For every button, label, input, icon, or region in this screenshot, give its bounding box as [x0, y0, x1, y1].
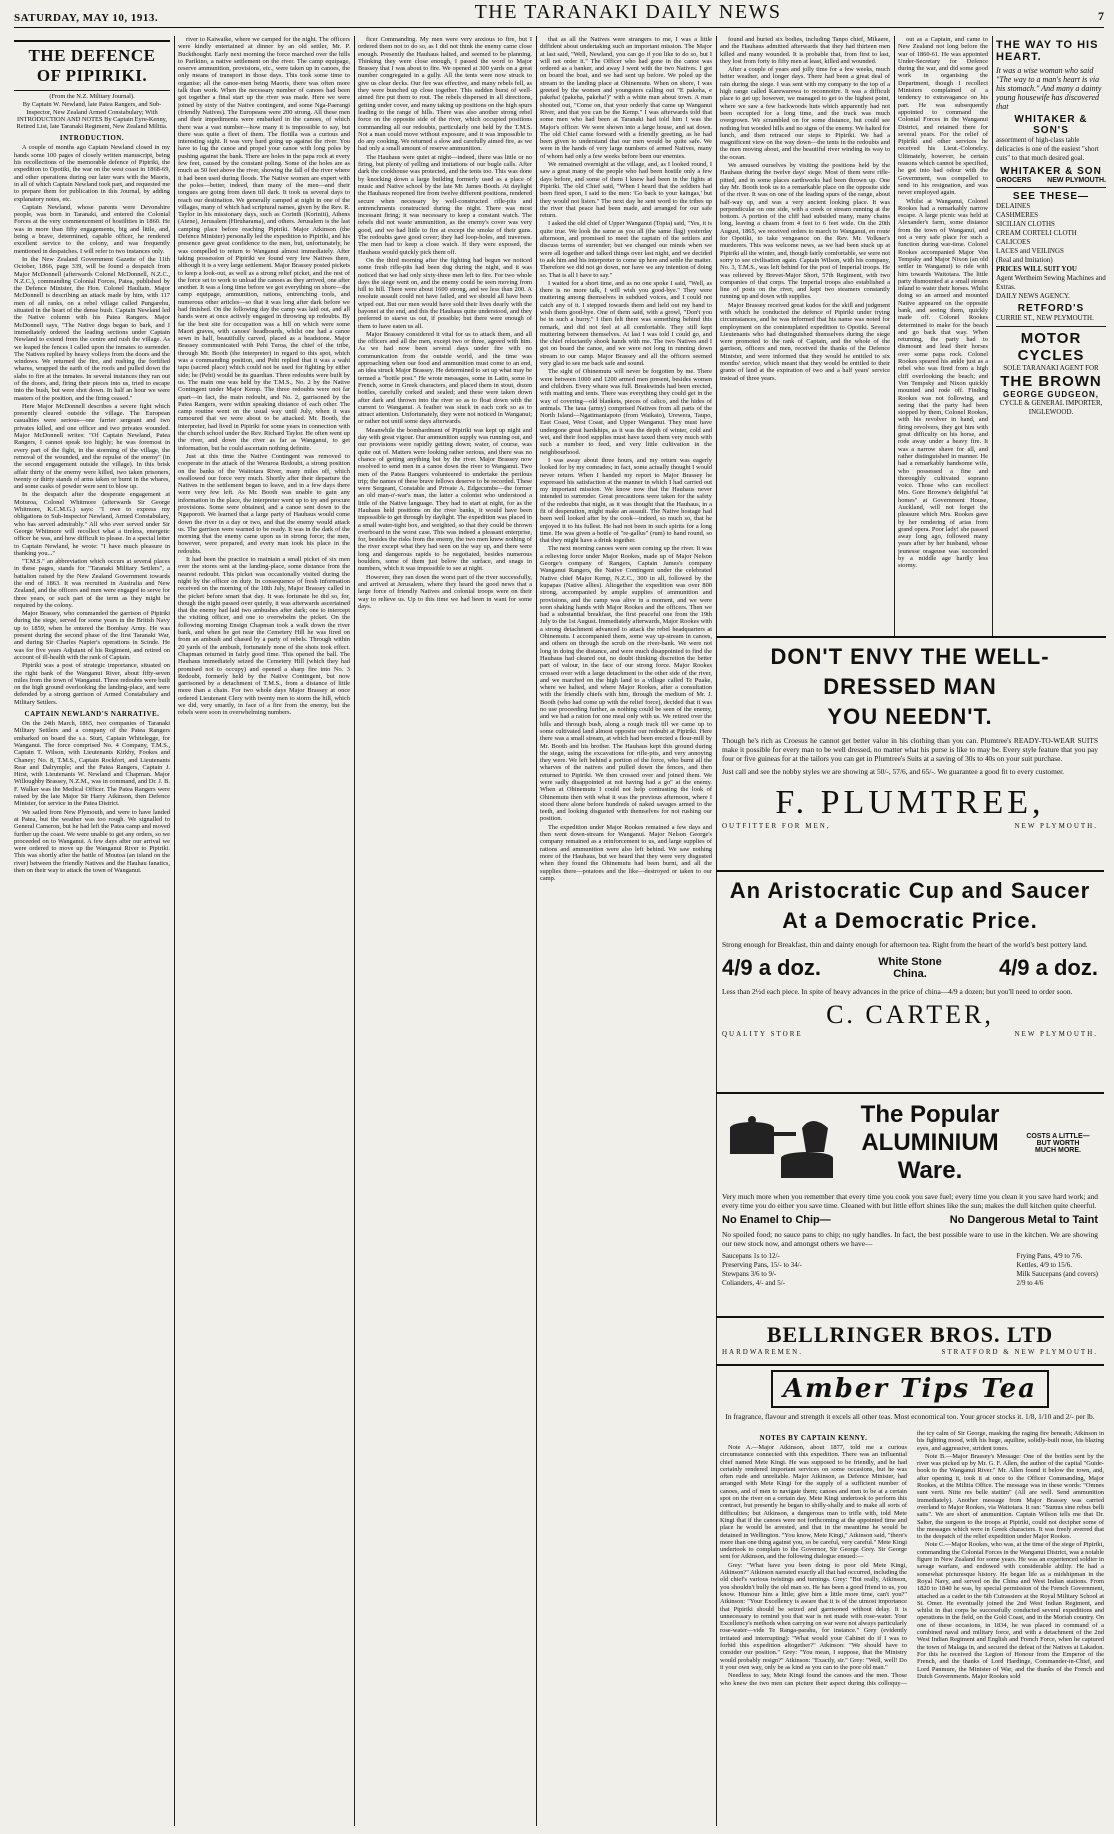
- paragraph: "T.M.S." an abbreviation which occurs at several places in these pages, stands for "Taranaki Military Settlers", a battalion raised by the New Zealand Government towards the end of 1863. It was recruited in Australia and New Zealand, and the officers and men were engaged to serve for three years, or such part of the term as they might be required by the colony.: [14, 558, 170, 609]
- price-item: Frying Pans, 4/9 to 7/6.: [1016, 1252, 1083, 1260]
- price-list-left: [722, 1252, 802, 1288]
- price-row: [722, 955, 1098, 981]
- ad-item: CASHMERES: [996, 211, 1039, 219]
- ad-item: LACES and VEILINGS: [996, 247, 1064, 255]
- ad-item: Agent Wertheim Sewing Machines and Extras.: [996, 274, 1106, 291]
- intro-heading: INTRODUCTION.: [59, 134, 125, 143]
- ad-brand: WHITAKER & SON'S: [1014, 114, 1088, 136]
- paragraph: The next morning canoes were seen coming up the river. It was a relieving force under Major Rookes, made up of Major Nelson George's company of Rangers, Captain James's company Wanganui Rangers, the Native Contingent under the celebrated Native chief Major Kemp, N.Z.C., 300 in all, followed by the kupapas (Native allies). Altogether the expedition was over 800 strong, accompanied by ample supplies of ammunition and provisions, and the camp was alive in a moment, and we were soon shaking hands with Major Rookes and the officers. Then we had a substantial breakfast, the first peaceful one from the 19th July to the 1st August. Immediately afterwards, Major Rookes with a strong detachment advanced to attack the rebel headquarters at Ohinemutu. I accompanied them, some way up-stream in canoes, and others on through the scrub on the river-bank. We were not long in doing the distance, and were much disappointed to find the Hauhaus had cleared out, no doubt thinking discretion the better part of valour, in the face of our strong force. Major Rookes crossed over with a large detachment to the other side of the river, and we marched on the high land to a village called Te Puake, where we halted, and where Major Rookes, after a consultation with the friendly chiefs with him, through the medium of Mr. J. Booth (who had come up with the relief force), decided that it was no use proceeding further, as nothing could be seen of the enemy, and we had a ration for one meal only with us. We retired over the hills and through bush, along a rough track till we came up to some cultivated land almost opposite our redoubt at Pipiriki. Here there was a small stream, at which had been erected a flour-mill by Mr. Booth and his brother. The Hauhaus kept this ground during the siege, using the excavations for rifle-pits, and very annoying they were. We left behind a portion of the force, who burnt all the wharves of the natives and pulled down the fences, and then returned to Pipiriki. We then crossed over and joined them. We were sadly disappointed at not having had a go" at the enemy. When at Ohinemutu I could not help contrasting the look of Ohinemutu then with what it was the previous afternoon, where I stood there alone before hundreds of naked savages armed to the teeth, and looking disgusted with themselves for not rushing our position.: [540, 545, 712, 823]
- china-label-line: China.: [893, 968, 927, 980]
- paragraph: I asked the old chief of Upper Wanganui (Topia) said, "Yes, it is quite true. We look the same as you all (the same flag) yesterday afternoon, and promised to meet the captain of the settlers and discuss terms of surrender; but we changed our minds when we were all together and talked things over last night, and we decided to ask him and his interpreter to come up here and settle the matter. Therefore we did not go down, nor have we any intention of doing so. That is all I have to say.": [540, 220, 712, 279]
- ad-text: SOLE TARANAKI AGENT FOR: [1003, 364, 1099, 372]
- ad-heading: YOU NEEDN'T.: [827, 704, 993, 729]
- paragraph: The sight of Ohinemutu will never be forgotten by me. There were between 1000 and 1200 armed men present, besides women and children. Every whare was full. Breakwinds had been erected, with matting and tents. There was everything they could get in the way of covering—old blankets, pieces of calico, and the hides of animals. The taua (army) comprised Natives from all parts of the North Island—Ngatimaniapoto (from Waikato), Urewera, Taupo, East Coast, West Coast, and Upper Wanganui. They must have undergone great hardships, as it was the depth of winter, cold and wet, and their food supplies must have taxed them very much with such a number to feed, and very little cultivation in the neighbourhood.: [540, 368, 712, 456]
- paragraph: The Hauhaus were quiet at night—indeed, there was little or no firing, but plenty of yelling and imitations of our bugle calls. After dark the cookhouse was protected, and the tents too. This was done by knocking down a large building formerly used as a place of music and Native school by the late Mr. James Booth. At daylight the Hauhaus reopened fire from twelve different positions, rendered secure when necessary by well-constructed rifle-pits and entrenchments constructed during the night. There was most incessant firing; it was necessary to keep a constant watch. The rebels did not waste ammunition, as the enemy's cover was very good, and we had little to fire at except the smoke of their guns. The redoubts gave good cover; they had loop-holes, and traverses. The men had to keep a close watch. If they were exposed, the Hauhaus would quickly pick them off.: [358, 153, 532, 256]
- price-item: Stewpans 3/6 to 9/-: [722, 1270, 777, 1278]
- ad-firm: RETFORD'S: [1017, 303, 1085, 314]
- paragraph: Major Brassey considered it vital for us to attack them, and all the officers and all the men, except two or three, agreed with him. As we had now been several days under fire with no communication from the outside world, and the time was approaching when our food and ammunition must come to an end, an idea struck Major Brassey. He determined to set up what may be termed a "bottle post." He wrote messages, some in Latin, some in French, some in Greek characters, and placed them in stout, dozen bottles, carefully corked and sealed; and these were taken down after dark and thrown into the river so as to float down with the current to Wanganui. A feather was stuck in each cork so as to attract attention. Unfortunately, they were not noticed in Wanganui; or rather not until some days afterwards.: [358, 330, 532, 426]
- paper-title: THE TARANAKI DAILY NEWS: [474, 1, 782, 23]
- price-list-right: [1017, 1252, 1098, 1288]
- ad-side-line: MUCH MORE.: [1035, 1146, 1081, 1154]
- ad-address: [722, 822, 1098, 830]
- paragraph: However, they ran down the worst part of the river successfully, and arrived at Jerusalem, where they heard the good news that a large force of friendly Natives and colonial troops were on their way to relieve us. Up to this time we had been in want for some days.: [358, 573, 532, 610]
- ad-brand: THE BROWN: [1000, 373, 1102, 390]
- ad-side-line: COSTS A LITTLE—: [1026, 1132, 1090, 1140]
- paragraph: Pipiriki was a post of strategic importance, situated on the right bank of the Wanganui River, about fifty-seven miles from the town of Wanganui. Three redoubts were built on the high ground overlooking the landing-place, and were defended by a strong garrison of Armed Constabulary and Military Settlers.: [14, 662, 170, 706]
- ad-heading: ALUMINIUM: [861, 1129, 999, 1156]
- article-column-5-top: [720, 36, 890, 636]
- paragraph: Meanwhile the bombardment of Pipiriki was kept up night and day with great vigour. Our ammunition supply was running out, and our provisions were rapidly getting down; water, of course, was quite out of. Matters were looking rather serious, and there was no chance of getting anything but by the river. Major Brassey now resolved to send men in a canoe down the river to Wanganui. Two men of the Patea Rangers volunteered to undertake the perilous trip; the names of these brave fellows deserve to be recorded. These were Sergeant, Constable and Private A. Edgecumbe—the former an old man-o'-war's man, the latter a colonist who understood a little of the Native language. They had to start at night, for as the Hauhaus held positions on the river banks, it would have been impossible to get through by daylight. The expedition was placed in a small water-tight box, and weighted, so that they could be thrown overboard in the worst case. This was indeed a pleasant enterprise, for, besides the risks from the enemy, the two men knew nothing of the river except what they had seen on the way up, and there were long and dangerous rapids to be negotiated, besides numerous boulders, some of them just below the surface, and snags in numbers, which it was impossible to see at night.: [358, 426, 532, 573]
- aluminium-header: [722, 1098, 1098, 1188]
- ad-item: SICILIAN CLOTHS: [996, 220, 1055, 228]
- paragraph: We remained overnight at the village, and, as I looked round, I saw a great many of the people who had been hostile only a few days before, and some of them I knew had been in the fights at Pipiriki. The old Chief said, "When I heard that the soldiers had been fired upon, I said to the men: 'Go back to your kaingas,' but they would not listen." The next day he sent word to the tribes up the river that peace had been made, and arranged for our safe return.: [540, 161, 712, 220]
- ad-text: assortment of high-class table delicacies is one of the easiest "short cuts" to that much desired goal.: [996, 136, 1099, 162]
- ad-text: Though he's rich as Croesus he cannot get better value in his clothing than you can. Plumtree's READY-TO-WEAR SUITS make it possible for every man to be well dressed, no matter what his purse is like to may be. Every style feature that you pay four or five guineas for at the tailors you can get in Plumtree's Suits at a saving of 30s to 40s on your suit purchase.: [722, 736, 1098, 763]
- ad-item: PRICES WILL SUIT YOU: [996, 265, 1077, 273]
- ad-heading: The Popular: [860, 1101, 1000, 1128]
- notes-column: [720, 1430, 1104, 1830]
- paragraph: A couple of months ago Captain Newland closed in my hands some 100 pages of closely written manuscript, being his recollections of the memorable defence of Pipiriki, the expedition to Opotiki, the war on the west coast in 1868-69, and other operations during our later wars with the Maoris, in all of which Captain Newland took part, and requested me to prepare them for publication in this Journal, by adding explanatory notes, etc.: [14, 144, 170, 203]
- article-column-4: [540, 36, 712, 1830]
- aluminium-prices: [722, 1252, 1098, 1288]
- article-source: (From the N.Z. Military Journal).: [49, 93, 135, 100]
- ad-text: Very much more when you remember that every time you cook you save fuel; every time you clean it you save hard work; and every time you do either you save time. Cleaned with but little effort shines like the sun; makes the dull kitchen quite cheerful.: [722, 1192, 1098, 1210]
- column-rule: [536, 36, 537, 1826]
- price-left: 4/9 a doz.: [722, 955, 822, 980]
- ad-firm: BELLRINGER BROS. LTD: [766, 1322, 1054, 1347]
- column-rule: [992, 36, 993, 636]
- ad-heading: Ware.: [897, 1157, 963, 1184]
- ad-text: Just call and see the nobby styles we are showing at 50/-, 57/6, and 65/-. We guarantee a good fit to every customer.: [722, 767, 1065, 776]
- article-column-3: [358, 36, 532, 1830]
- paragraph: In the despatch after the desperate engagement at Moturoa, Colonel Whitmore (afterwards Sir George Whitmore, K.C.M.G.) says: "I owe to express my obligations to Sub-Inspector Newland, Armed Constabulary, who has served admirably." All who ever served under Sir George Whitmore will recollect what a tireless, energetic officer he was, and how difficult to please. In a special letter to Captain Newland, he wrote: "I have much pleasure in thanking you...": [14, 491, 170, 557]
- ad-left: GROCERS: [996, 177, 1032, 184]
- ad-heading: An Aristocratic Cup and Saucer: [729, 878, 1091, 903]
- ad-item: DAILY NEWS AGENCY.: [996, 292, 1070, 300]
- issue-date: SATURDAY, MAY 10, 1913.: [14, 12, 159, 24]
- price-item: 2/9 to 4/6: [1016, 1279, 1044, 1287]
- plumtree-ad: [716, 636, 1104, 868]
- price-right: 4/9 a doz.: [998, 955, 1098, 980]
- ad-right: STRATFORD & NEW PLYMOUTH.: [941, 1348, 1098, 1356]
- paragraph: Major Brassey, who commanded the garrison of Pipiriki during the siege, served for some years in the British Navy up to 1859, when he entered the Bombay Army. He was present during the second phase of the first Taranaki War, and during Sir Charles Napier's operations in Scinde. He was for five years Adjutant of his Regiment, and retired on account of ill-health with the rank of Captain.: [14, 610, 170, 661]
- paragraph: ficer Commanding. My men were very anxious to fire, but I ordered them not to do so, as I did not think the enemy came close enough. Presently the Hauhaus halted, and seemed to be planning. Thinking they were close enough, I passed the word to Major Brassey that I was about to fire. We opened at 300 yards on a great number congregated in a gully. All the tents were now struck to give us clear decks. Our fire was effective, and many rebels fell, as they were bunched up close together. This sudden burst of well-aimed fire put them to rout. The rebels dispersed in all directions, getting under cover, and many taking up positions on the high spurs leading to the range of hills. There was also another strong rebel force on the opposite side of the river, which occupied positions commanding all our redoubts, particularly one held by the T.M.S. Not a man could move without exposure, and it was impossible to do any cooking. We returned a slow and carefully aimed fire, as we had only a small amount of reserve ammunition.: [358, 36, 532, 153]
- ad-text: No spoiled food; no sauce pans to chip; no ugly handles. In fact, the best possible ware to use in the kitchen. We are showing our new stock now, and amongst others we have—: [722, 1230, 1098, 1248]
- paragraph: We sailed from New Plymouth, and were to have landed at Patea, but the weather was too rough. We signalled to General Cameron, but he had left the Patea camp and moved further up the coast. We were unable to get any orders, so we proceeded on to Wanganui. A few days after our arrival we were ordered to move up the Wanganui River to Pipiriki. This was shortly after the battle of Moutoa (an island on the river) between the friendly Natives and the Hauhau fanatics, then on their way to attack the town of Wanganui.: [14, 808, 170, 874]
- ads-column: [996, 36, 1106, 636]
- column-rule: [174, 36, 175, 1826]
- paragraph: Captain Newland, whose parents were Devonshire people, was born in Taranaki, and entered the Colonial Forces at the very commencement of hostilities in 1860. He was in more than fifty engagements, big and little, and, being a brave, determined, capable officer, he rendered excellent service to the colony, and was frequently mentioned in despatches. I will refer to two instances only.: [14, 203, 170, 255]
- aluminium-ad: [716, 1092, 1104, 1314]
- ad-firm: F. PLUMTREE,: [775, 784, 1045, 821]
- paragraph: out as a Captain, and came to New Zealand not long before the war of 1860-61. He was appointed Under-Secretary for Defence during the war, and did some good work in organising the Department, though I recollect Ministers complained of a tendency to extravagance on his part. He was subsequently appointed to command the Colonial Forces in the Wanganui District, and retained there for several years. For the relief of Pipiriki and other services he received his Lieut.-Colonelcy. Ultimately, however, he certain reasons which cannot be specified, he got into bad odour with the Government, was compelled to send in his resignation, and was never employed again.: [898, 36, 988, 197]
- price-item: Milk Saucepans (and covers): [1016, 1270, 1098, 1278]
- way-to-heart-ad: [996, 36, 1106, 188]
- ad-address: CYCLE & GENERAL IMPORTER, INGLEWOOD.: [999, 399, 1103, 416]
- paragraph: Note A.—Major Atkinson, about 1877, told me a curious circumstance connected with this expedition. There was an influential chief named Mete Kingi. He was supposed to be friendly, and he had certainly rendered important services on some occasions, but he was often rude and unreliable. Major Atkinson, as Defence Minister, had arranged with Mete Kingi for the supply of a sufficient number of canoes, and of men to navigate them; canoes and men to be at a certain spot on the river on a certain day. Mete Kingi undertook to perform this contract, but presently he began to shilly-shally and to make all sorts of difficulties; but Atkinson, a dangerous man to trifle with, told Mete Kingi that if the canoes were not forthcoming at the appointed time and place he would be arrested, and that in the meantime he would be detained in Wellington. "You know, Mete Kingi," Atkinson said, "there's more than one thing against you, so be careful, very careful." Mete Kingi undertook to complain to the Governor, Sir George Grey. Sir George sent for Atkinson, and the following dialogue ensued:—: [720, 1444, 907, 1561]
- motor-cycles-ad: [996, 327, 1106, 420]
- aluminium-no-row: [722, 1214, 1098, 1226]
- paragraph: Here Major McDonnell describes a severe fight which presently cleared outside the village. The European casualties were serious—one farrier sergeant and two privates killed, and one officer and two privates wounded. Major McDonnell writes: "Of Captain Newland, Patea Rangers, I cannot speak too highly; he was foremost in every part of the fight, in the storming of the village, the removal of the wounded, and the repulse of the enemy" (in the second engagement outside the village). In this brisk affair thirty of the enemy were killed, two taken prisoners, twenty or thirty stands of arms taken or burnt in the whares, and some casks of powder were sent to blow up.: [14, 402, 170, 491]
- paragraph: that as all the Natives were strangers to me, I was a little diffident about undertaking such an important mission. The Major at last said, "Well, Newland, you can go if you like to do so, but I will not order it." The Officer who had gone in the canoe was ordered as a banker, and away I went with the two Natives. I got on board the boat, and we had sent up before. We poled up the stream to the landing place at Ohinemutu. When on shore, I was greeted by the women and youngsters calling out "E pakeha, e pakeha! (pakeha, pakeha!)" with a white man about town. A man shouted out, "Come on, that your orderly that came up Wanganui River, and that you can be the Kemp." I was afterwards told that some men who had been at Taranaki had told him I was the Major's officer. We were shown into a large house, and sat down. The old Chief came forward with a friendly greeting, as he had been given to understand that our men would be quite safe. We were in the hands of very large numbers of armed Natives, many of whom had only a few weeks before been our enemies.: [540, 36, 712, 160]
- china-label: [878, 956, 942, 980]
- price-item: Colianders, 4/- and 5/-: [722, 1279, 785, 1287]
- ad-heading: At a Democratic Price.: [782, 908, 1038, 933]
- ad-address: CURRIE ST., NEW PLYMOUTH.: [996, 314, 1094, 322]
- ad-right: NEW PLYMOUTH.: [1047, 177, 1106, 184]
- ad-item: CALICOES: [996, 238, 1031, 246]
- amber-tips-ad: [716, 1364, 1104, 1426]
- paragraph: Grey: "What have you been doing to poor old Mete Kingi, Atkinson?" Atkinson narrated exactly all that had occurred, including the old chief's various twistings and turnings. Grey: "But really, Atkinson, you shouldn't bully the old man so. He has been a good friend to us, you know. Humour him a little; give him a little more time, can't you?" Atkinson: "Your Excellency is aware that it is of the utmost importance that Pipiriki should be seized and garrisoned without delay. It is unnecessary to remind you that war is not made with rose-water. Your Excellency's methods when carrying on war were not always particularly rose-water—vide Te Ranga-parahu, for instance." Grey (evidently irritated and interrupting): "What would your Cabinet do if I was to forbid this expedition altogether?" Atkinson: "We should have to consider our position." Grey: "You mean, I suppose, that the Ministry would probably resign?" Atkinson: "Exactly, sir." Grey: "Well, well! Do it your own way, only be as kind as you can to the poor old man.": [720, 1561, 907, 1671]
- column-rule: [354, 36, 355, 1826]
- ad-slogan: No Dangerous Metal to Taint: [949, 1214, 1098, 1226]
- ad-firm: GEORGE GUDGEON,: [1003, 390, 1099, 399]
- notes-heading: NOTES BY CAPTAIN KENNY.: [759, 1434, 868, 1442]
- price-item: Preserving Pans, 15/- to 34/-: [722, 1261, 802, 1269]
- ad-heading: MOTOR CYCLES: [1017, 330, 1085, 364]
- ad-address: [722, 1348, 1098, 1356]
- ad-text: Less than 2½d each piece. In spite of heavy advances in the price of china—4/9 a dozen; but you'll need to order soon.: [722, 987, 1073, 996]
- ad-address: [996, 177, 1106, 184]
- ad-heading: SEE THESE—: [1012, 191, 1090, 202]
- column-rule: [894, 36, 895, 636]
- ad-item: CREAM CORTELI CLOTH: [996, 229, 1077, 237]
- paragraph: I was away about three hours, and my return was eagerly looked for by my comrades; in fact, some actually thought I would never return. When I handed my report to Major Brassey he expressed his satisfaction at the manner in which I had carried out my important mission. We know now that the Hauhaus never intended to surrender. Great precautions were taken for the safety of the redoubts that night, as it was thought that the Hauhaus, in a fit of desperation, might make an assault. The Native hostage had been well looked after by the cook—indeed, so much so, that he enjoyed it to his fullest. He had not been in such spirits for a long time. He was given a bottle of "re-gallus" (rum) to hand round, so that they might have a drink together.: [540, 456, 712, 545]
- paragraph: found and buried six bodies, including Tanpo chief, Mikaere, and the Hauhaus admitted afterwards that they had thirteen men killed and many wounded. It is probable that, from first to last, they lost from forty to fifty men at least, killed and wounded.: [720, 36, 890, 65]
- paragraph: I waited for a short time, and as no one spoke I said, "Well, as there is no more talk, I will wish you good-bye." They were muttering among themselves in subdued voices, and I could not catch any of it. I stepped towards them and held out my hand to wish them good-bye. One of them said, with a growl, "Don't you be in such a hurry." I then felt there was something behind this remark, and did not feel at all comfortable. They still kept muttering between themselves. At last I was told I could go, and the chief reluctantly shook hands with me. The two Natives and I got on board the canoe, and we were not long in running down stream to our camp. Major Brassey and all the officers seemed very glad to see me back safe and sound.: [540, 279, 712, 368]
- article-column-2: [178, 36, 350, 1830]
- aluminium-side: [1018, 1133, 1098, 1154]
- article-column-1: [14, 36, 170, 1830]
- ad-item: DELAINES: [996, 202, 1031, 210]
- paragraph: Major Brassey received great kudos for the skill and judgment with which he conducted the defence of Pipiriki under trying circumstances, and he was informed that his name was noted for employment on the contemplated expedition to Opotiki. Several Lieutenants who had distinguished themselves during the siege were promoted to the rank of Captain, and the whole of the garrison, officers and men, received the thanks of the Defence Minister, and were informed that they would be entitled to six months' service, which meant that they would be entitled to their grants of land at the expiration of two and a half years' service instead of three years.: [720, 301, 890, 382]
- price-item: Saucepans 1s to 12/-: [722, 1252, 780, 1260]
- aluminium-title: [842, 1101, 1018, 1185]
- paragraph: In the New Zealand Government Gazette of the 11th October, 1866, page 339, will be found a despatch from Major McDonnell (afterwards Colonel McDonnell, N.Z.C., N.Z.C.), commanding Colonial Forces, Patea, published by the Defence Minister, the Hon. Colonel Haultain. Major McDonnell is describing an attack made by him, with 117 men of all ranks, on a rebel village called Pungarehu, situated in the heart of the dense bush. Captain Newland led the Native column with his Patea Rangers. Major McDonnell says, "The Native dogs began to bark, and I immediately ordered the leading sections under Captain Newland to extend from the centre and rush the village. As we leaped the fences I called upon the inmates to surrender. The Natives replied by heavy volleys from the doors and the windows. We returned the fire, and rushing the fortified whares, wrapped the earth of the roofs and pulled down the slabs to fire at the inmates. In several instances they ran out of the doors, and, firing their pieces into us, tried to escape into the bush, but were shot down. In half an hour we were masters of the position, and the firing ceased.": [14, 255, 170, 402]
- price-item: Kettles, 4/9 to 15/6.: [1016, 1261, 1072, 1269]
- china-label-line: White Stone: [878, 956, 942, 968]
- paragraph: On the 24th March, 1865, two companies of Taranaki Military Settlers and a company of the Patea Rangers embarked on board the s.s. Sturt, Captain Whitelegge, for Wanganui. The force comprised No. 4 Company, T.M.S., Captain T. Wilson, with Lieutenants Kirkby, Fookes and Chaney; No. 8, T.M.S., Captain Rockfort, and Lieutenants Rear and Dalrymple; and the Patea Rangers, Captain J. Hirst, with Lieutenants W. Newland and Chapman. Major Willoughby Brassey, N.Z.M., was in command, and Dr. J. B. F. Walker was the Medical Officer. The Patea Rangers were raised by the late Major Sir Harry Atkinson, then Defence Minister, for service in the Patea District.: [14, 720, 170, 808]
- masthead: [14, 1, 1104, 28]
- bellringer-ad: [716, 1316, 1104, 1362]
- article-column-6-top: [898, 36, 988, 636]
- paragraph: After a couple of years and jolly time for a few weeks, much better weather, and longer days. There had been a great deal of rain during the siege. I was sent with my company to the top of a high range called Karewarewa to reconnoitre. It was a difficult place to get up; however, we managed to get to the highest point, where we saw a few backwoods huts which apparently had not been occupied for a long time, and the track was much overgrown. We scrambled on for some distance, but could see nothing but wooded hills and no signs of the enemy. We halted for lunch, and then retraced our steps to Pipiriki. We had a magnificent view on the way down—the tents in the redoubts and the men moving about, and the beautiful river winding its way to the ocean.: [720, 66, 890, 161]
- paragraph: It had been the practice to maintain a small picket of six men over the stores sent at the landing-place, some distance from the nearest redoubt. This picket was occasionally visited during the night by the officer on duty. In consequence of fresh information received on the morning of the 18th July, Major Brassey called in the picket before smart that day. It was fortunate he did so, for, though the night passed over quietly, it was afterwards ascertained that the enemy had laid two ambushes after dark; one to intercept the visiting officer, and one to overwhelm the picket. On the following morning Ensign Chapman took a walk down the river bank, and when he got near the Cemetery Hill he was fired on from an ambush and chased by a party of rebels. Through within 20 yards of the ambush, fortunately none of the shots took effect. Chapman returned in fairly good time. This opened the ball. The Hauhaus immediately seized the Cemetery Hill (which they had promised not to occupy) and opened a sharp fire into No. 3 Redoubt, formerly held by the Native Contingent, but now garrisoned by a detachment of T.M.S., from a distance of little more than a chain. For two whole days Major Brassey at once ordered Lieutenant Clery with twenty men to storm the hill, which we did, very smartly, in face of a fire from the enemy, but the rebels were soon in overwhelming numbers.: [178, 556, 350, 717]
- ad-brand: Amber Tips Tea: [771, 1370, 1049, 1408]
- ad-firm: WHITAKER & SON: [1000, 166, 1102, 177]
- paragraph: The expedition under Major Rookes remained a few days and then went down-stream for Wanganui. Major Nelson George's company remained as a reinforcement to us, and large supplies of rations and ammunition were also left behind. We saw nothing more of the Hauhaus, but we heard that they were very disgusted when they found the Ohinemutu had been burnt, and all the supplies there—potatoes and the like—destroyed or taken to our camp.: [540, 823, 712, 882]
- paragraph: Note B.—Major Brassey's Message: One of the bottles sent by the river was picked up by Mr. G. F. Allen, the author of the capital "Guide-book to the Wanganui River." Mr. Allen found it below the town, and, after opening it, took it at once to the Officer Commanding, Major Rookes, at the Militia Office. The message was in these words: "Omnes sunt verti. Nitte res belle stattim" (All are well. Send ammunition immediately). Another message from Major Brassey was carried overland to Major Rookes, via Waitotara. It ran: "Sumus sine rebus belli satis". We are short of ammunition. Captain Wilson tells me that Dr. Salter, the surgeon to the troops at Pipiriki, could not decipher some of the messages which were in Greek characters. It was freely averred that to the despatch of the relief expedition under Major Rookes.: [917, 1452, 1104, 1541]
- article-byline: By Captain W. Newland, late Patea Rangers, and Sub-Inspector, New Zealand Armed Constabulary; With INTRODUCTION AND NOTES By Captain Eyre-Kenny, Retired List, late Taranaki Regiment, New Zealand Militia.: [16, 101, 168, 131]
- ad-text: Strong enough for Breakfast, thin and dainty enough for afternoon tea. Right from the heart of the world's best pottery land.: [722, 940, 1088, 949]
- ad-heading: THE WAY TO HIS HEART.: [996, 39, 1099, 63]
- paragraph: river to Kaiwaike, where we camped for the night. The officers were kindly entertained at dinner by an old settler, Mr. P. Buckthought. Early next morning the force marched over the hills to Parikino, a native settlement on the river. The camp equipage, reserve ammunition, provisions, etc., were taken up in canoes, the only means of transport in those days. This took some time to organise; all the canoe-men being Maoris, there was often more talk than work. When the necessary number of canoes had been got together a final start up the river was made. Here we were joined by sixty of the Native contingent, and some Nga-Paerangi (friendly Natives). The Europeans were 200 strong. All these men and their impediments were embarked in the canoes, of which there was a vast number—how many it is impossible to say, but there was quite a fleet of them. The flotilla was a curious and interesting sight. It was very hard going up against the river. You have to lug the canoe and propel your canoe with long poles by pushing against the bank. There are holes in the papa rock at every few feet, caused by the constant poling. Some of the holes are as much as 50 feet above the river, showing the fall of the river where it had been used during floods. The Native women are expert with the poles—better, indeed, than many of the men—and their tongues are going from dawn till dark. It took us several days to reach our destination. We generally camped at night in one of the villages, many of which had scriptural names, given by the Rev. R. Taylor in his missionary days, such as Corinth (Koriniti), Athens (Atene), Jerusalem (Hiruharama), and others. Jerusalem is the last camping place before reaching Pipiriki. Major Atkinson (the Defence Minister) personally led the expedition to Pipiriki, and his presence gave great confidence to the men, but, unfortunately, he was compelled to return to Wanganui almost immediately. After taking possession of Pipiriki we found very few Natives there, although it is a very large settlement. Major Brassey posted pickets to keep a look-out, as well as a strong relief picket, and the rest of the force set to work to unload the canoes as they arrived, one after another. It was a long time before we got everything on shore—the camp equipage, ammunition, rations, entrenching tools, and numerous other articles—so that it was long after dark before we had finished. On the following day the camp was laid out, and all hands were at once actively engaged in throwing up redoubts. By far the best site for occupation was a hill on which were some Maori graves, with canoes' headboards, whilst one had a canoe sewn in half, beautifully carved, placed as a headstone. Major Brassey communicated with Pehi Turoa, the chief of the tribe, through Mr. Booth (the interpreter) in regard to this spot, which was a commanding position, and Pehi replied that it was a wahi tapu (sacred place) which could not be used for fighting by either side; he (Pehi) would be its guardian. Three redoubts were built by us. The main one was held by the T.M.S., No. 2 by the Native Contingent under Major Kemp. The three redoubts were not far apart—in fact, the main redoubt, and No. 2, garrisoned by the Patea Rangers, were within speaking distance of each other. The camp routine went on the usual way until July, when it was rumoured that we were about to be attacked. Mr. Booth, the interpreter, had lived in Pipiriki for some years in connection with the church school under the Rev. Richard Taylor. He often went up the river, and down the river as far as Wanganui, to get information, but he could ascertain nothing definite.: [178, 36, 350, 452]
- ad-left: OUTFITTER FOR MEN,: [722, 822, 831, 830]
- ad-left: QUALITY STORE: [722, 1030, 803, 1038]
- carter-ad: [716, 870, 1104, 1090]
- ad-text: In fragrance, flavour and strength it excels all other teas. Most economical too. Your grocer stocks it. 1/8, 1/10 and 2/- per lb.: [725, 1412, 1095, 1421]
- paragraph: Whilst at Wanganui, Colonel Rookes had a remarkably narrow escape. A large picnic was held at Alexander's farm, some distance from the town of Wanganui, and not a very safe place for such a function during war-time. Colonel Rookes accompanied Major Von Tempsky and Major Nixon (an old settler in Wanganui) to ride with him towards Waitotara. The little party dismounted at a small stream inland to water their horses. Whilst doing so an armed and mounted Native appeared on the opposite bank, and seeing them, quickly made off. Colonel Rookes determined to make for the beach and go back that way. When returning, the party had to dismount and lead their horses over some papa rock. Colonel Rookes speared his ankle just as a rebel who was fired from a high cliff overlooking the beach; and Von Tempsky and Nixon quickly mounted and rode off. Finding Rookes was not following, and seeing that the party had been stopped by them, Colonel Rookes, with his revolver in hand, and firing revolvers, they got him with great difficulty on his horse, and rode away under a heavy fire. It was a narrow shave for all, and rather distinguished in manner. He had a remarkably handsome wife, who possessed a fine and thoroughly cultivated soprano voice. Those who can recollect Mrs. Gore Browne's delightful "at homes" at Government House, Auckland, will not forget the pleasure which Mrs. Rookes gave by her rendering of arias from grand opera. Poor lady! she passed away long ago, followed many years after by her husband, whose jeunesse orageuse was succeeded by a middle age hardly less stormy.: [898, 197, 988, 570]
- paragraph: Just at this time the Native Contingent was removed to cooperate in the attack of the Weraroa Redoubt, a strong position on the banks of the Waitotara River, many miles off, which swallowed our force very much. Shortly after their departure the Natives in the settlement began to leave, and in a few days there were very few left. As Mr. Booth was unable to gain any information in the place, the interpreter went up to try and procure provisions. Some were obtained, and a canoe sent down to the Ngaporoti. We learned that a large party of Hauhaus would come down the river in a day or two, and that the enemy would attack us. The garrison were warned to be ready. It was in the dark of the morning that the enemy came upon us in strong force; the men, however, were prepared, and every man took his place in the redoubts.: [178, 452, 350, 555]
- page-number: 7: [1098, 9, 1104, 23]
- ad-right: NEW PLYMOUTH.: [1014, 1030, 1098, 1038]
- ad-side-line: BUT WORTH: [1036, 1139, 1080, 1147]
- ad-right: NEW PLYMOUTH.: [1014, 822, 1098, 830]
- ad-slogan: No Enamel to Chip—: [722, 1214, 831, 1226]
- ad-left: HARDWAREMEN.: [722, 1348, 803, 1356]
- ad-heading: DON'T ENVY THE WELL-DRESSED MAN: [770, 644, 1050, 699]
- retfords-ad: [996, 188, 1106, 327]
- ad-item: (Real and Imitation): [996, 256, 1053, 264]
- narrative-heading: CAPTAIN NEWLAND'S NARRATIVE.: [24, 710, 160, 719]
- paragraph: On the third morning after the fighting had begun we noticed some fresh rifle-pits had been dug during the night, and it was noticed that we had only sixty-three men left to fire. For two whole days the siege went on, and the enemy could be seen moving from hill to hill. There were about 1600 strong, and we less than 200. A resolute assault could not have failed, and we should all have been wiped out. But our men would have sold their lives dearly with the bayonet at the end, and this the Hauhaus quite understood, and they preferred to starve us out, if possible; but there were enough of them to have eaten us all.: [358, 256, 532, 330]
- cookware-icon: [722, 1098, 842, 1188]
- paragraph: Note C.—Major Rookes, who was, at the time of the siege of Pipiriki, commanding the Colonial Forces in the Wanganui District, was a notable figure in New Zealand for some years. He was an experienced soldier in savage warfare, and endowed with considerable ability. He had a somewhat picturesque history. He began life as a midshipman in the Royal Navy, and served on the China and West Indian stations. From 1820 to 1840 he was, by special permission of the French Government, attached as a cadet to the 6th Cuirassiers at the Royal Military School at St. Omer. He eventually joined the 2nd West Indian Regiment, and whilst in that corps he successfully conducted several expeditions and operations in the field, on the Gold Coast, and in the Moriah country. On one of these occasions, in 1834, he was placed in command of a combined naval and military force, and with a detachment of the 2nd West Indian Regiment and English and French Force, when he captured the town of Malaga in, and secured the defeat of the Natives at Lakadon. For this he received the Legion of Honour from the Emperor of the French, and the thanks of Lord Hardinge, Commander-in-Chief, and Lord Panmure, the Minister of War, and the thanks of the French and Dutch Governments. Major Rookes sold: [917, 1541, 1104, 1680]
- ad-address: [722, 1030, 1098, 1038]
- ad-firm: C. CARTER,: [826, 1000, 994, 1029]
- article-title: THE DEFENCE OF PIPIRIKI.: [14, 40, 170, 91]
- paragraph: Needless to say, Mete Kingi found the canoes and the men. Those who knew the two men can picture their aspect during this colloquy—the icy calm of Sir George, masking the raging fire beneath; Atkinson in his fighting mood, with his huge, aquiline, solidly-built nose, his blazing eyes, and aggressive, strident tones.: [720, 1430, 1104, 1687]
- ad-text: It was a wise woman who said "The way to a man's heart is via his stomach." And many a dainty young housewife has discovered that: [996, 66, 1102, 111]
- paragraph: We amused ourselves by visiting the positions held by the Hauhaus during the twelve days' siege. Most of them were rifle-pitted, and in some places earthworks had been thrown up. One day Mr. Booth took us to a remarkable place on the opposite side of the river. It was on one of the leading spurs of the range, about half-way up, and was a very ancient looking place. It was perpendicular on one side, with a creek or stream running at the bottom. A portion of the cliff had subsided many, many chains long, leaving a chasm from 4 feet to 6 feet wide. On the 20th August, 1865, we received orders to march to Wanganui, en route for Opotiki, to take vengeance on the Rev. Mr. Volkner's murderers. This was welcome news, as we had been stuck up at Pipiriki all the winter, and, though fairly comfortable, we were not sorry to see civilisation again. Captain Wilson, with his company, No. 3, T.M.S., was left behind for the post of Imperial troops. He was relieved by Brevet-Major Short, 57th Regiment, with two companies of that corps. The Imperial troops also established a line of posts on the river, and kept two steamers constantly running up and down with supplies.: [720, 162, 890, 301]
